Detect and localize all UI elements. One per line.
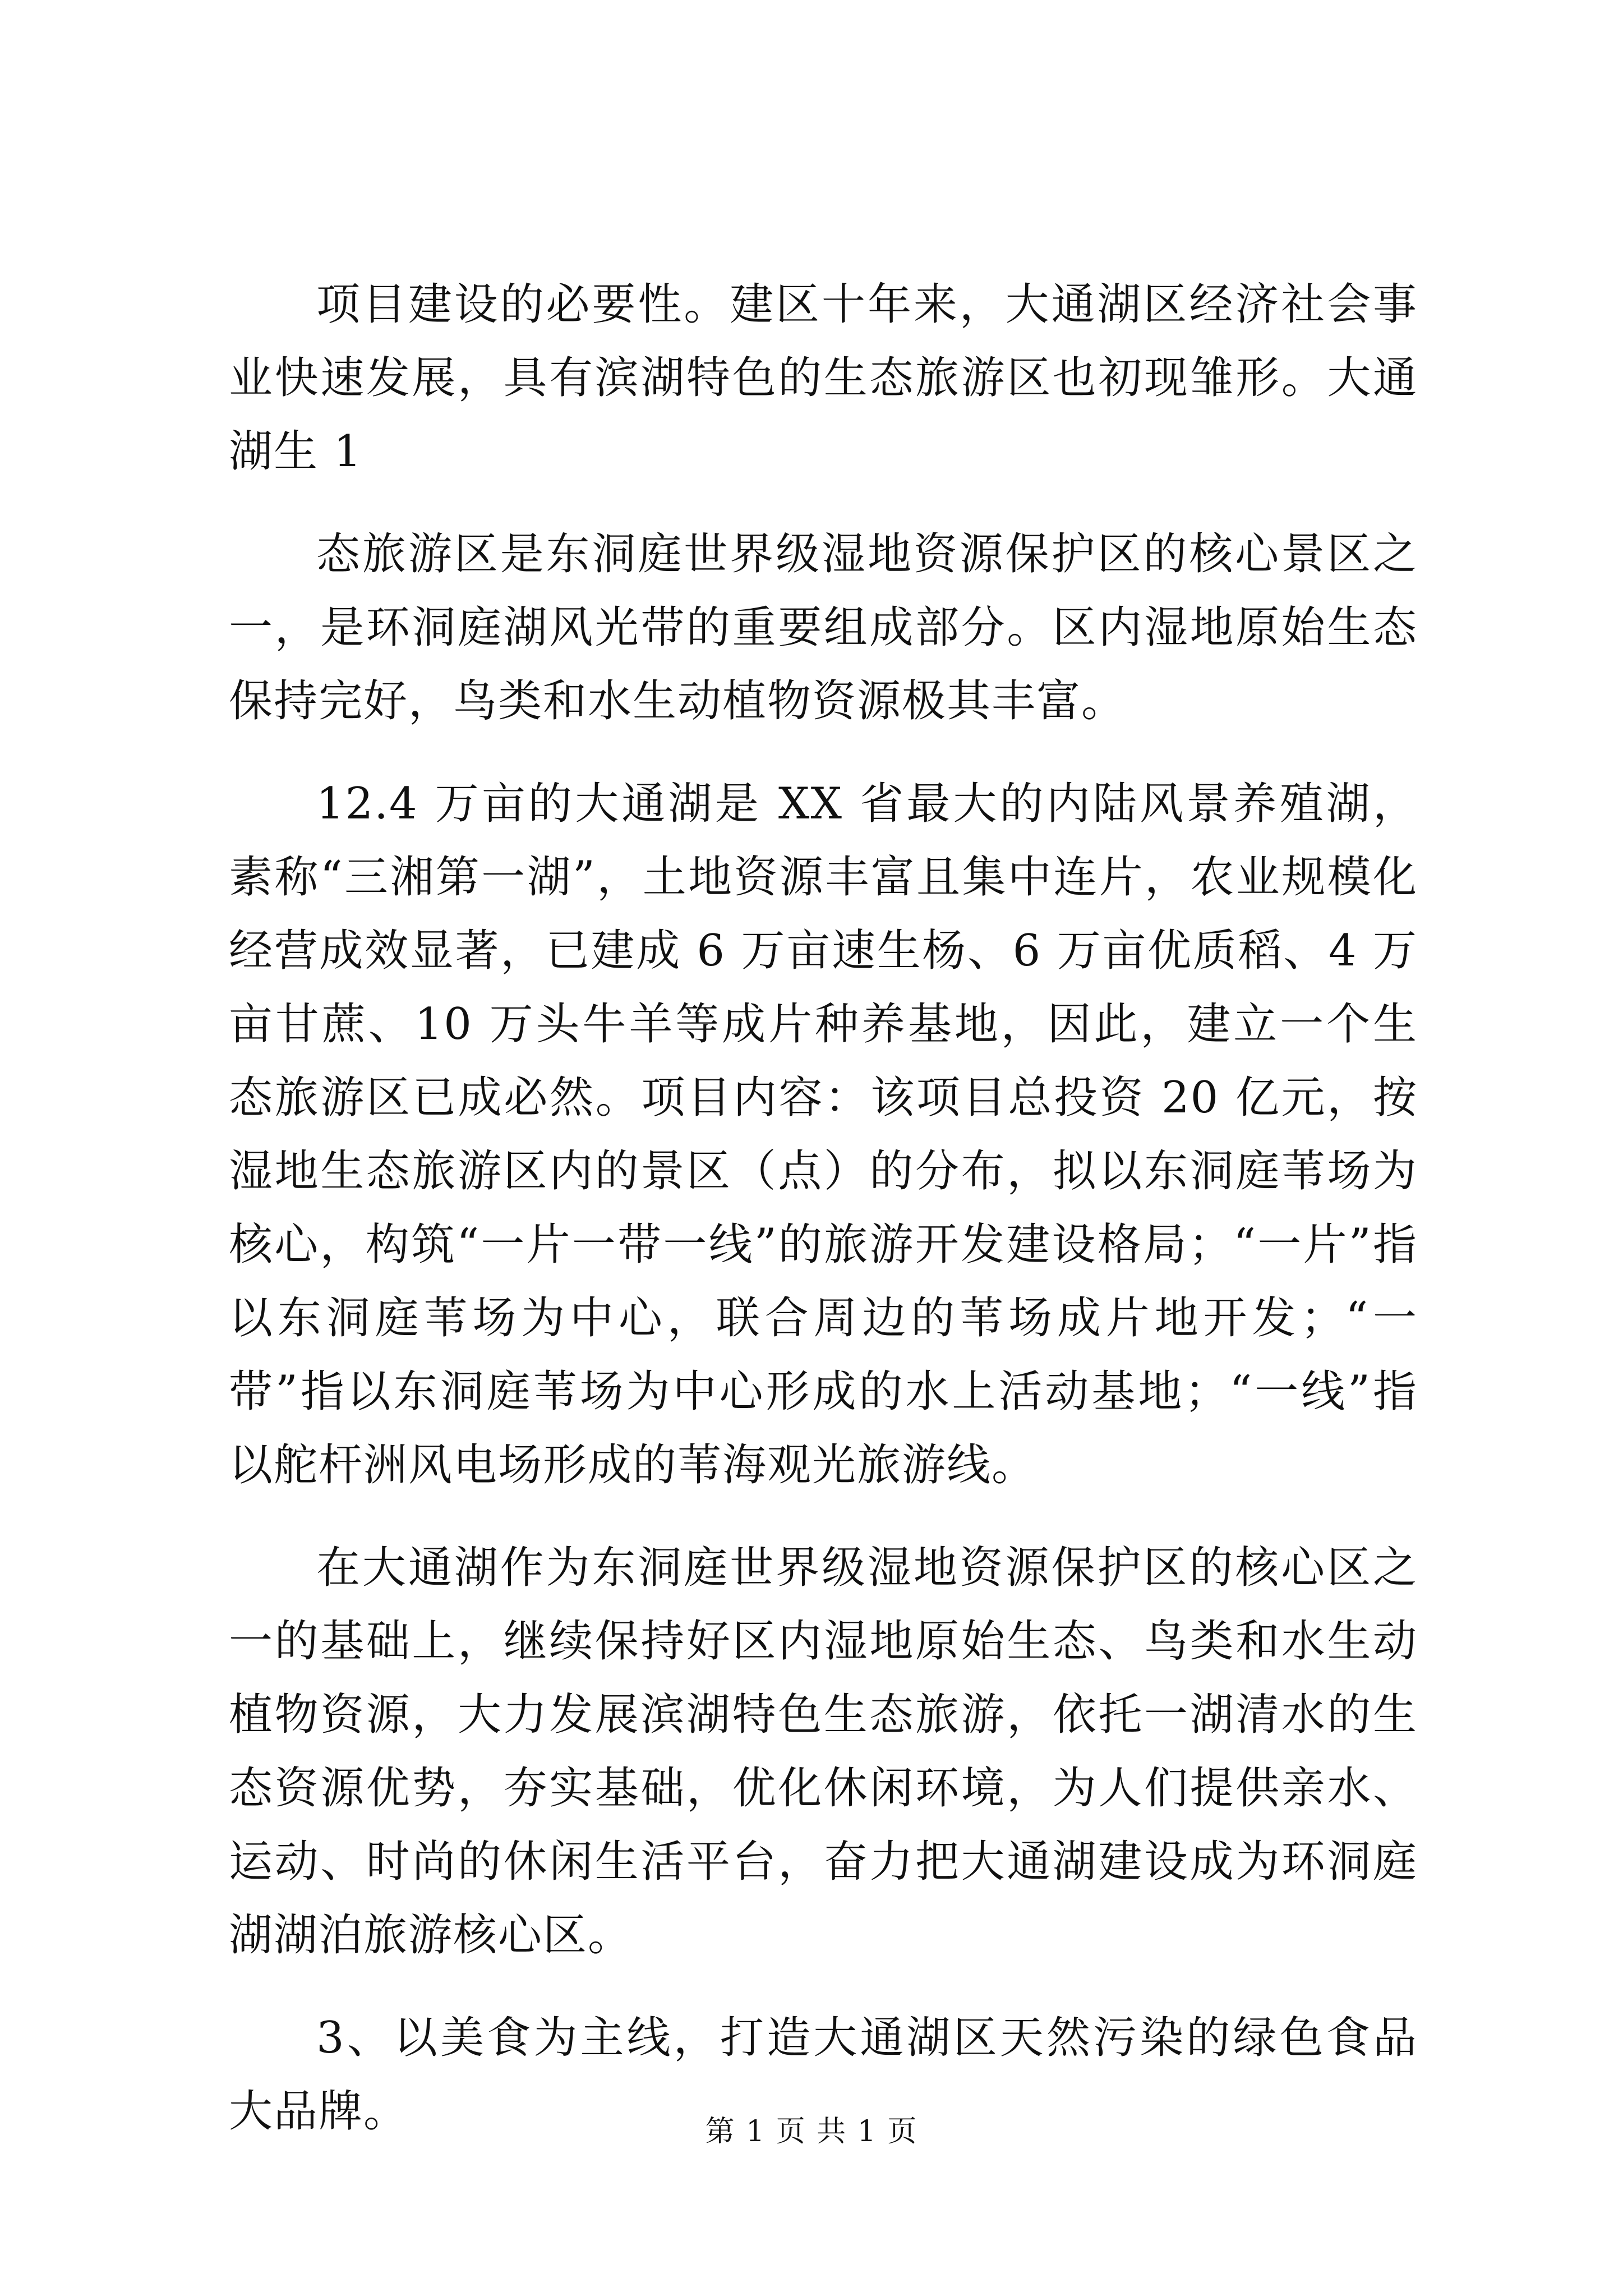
paragraph-development-goal: 在大通湖作为东洞庭世界级湿地资源保护区的核心区之一的基础上，继续保持好区内湿地原始生态、鸟类和水生动植物资源，大力发展滨湖特色生态旅游，依托一湖清水的生态资源优势，夯实基础，优化休闲环境，为人们提供亲水、运动、时尚的休闲生活平台，奋力把大通湖建设成为环洞庭湖湖泊旅游核心区。 bbox=[229, 1543, 1418, 1961]
paragraph-project-content: 12.4 万亩的大通湖是 XX 省最大的内陆风景养殖湖，素称“三湘第一湖”，土地资源丰富且集中连片，农业规模化经营成效显著，已建成 6 万亩速生杨、6 万亩优质稻、4 万亩甘蔗、10 万头牛羊等成片种养基地，因此，建立一个生态旅游区已成必然。项目内容：该项目总投资 20 亿元，按湿地生态旅游区内的景区（点）的分布，拟以东洞庭苇场为核心，构筑“一片一带一线”的旅游开发建设格局；“一片”指以东洞庭苇场为中心，联合周边的苇场成片地开发；“一带”指以东洞庭苇场为中心形成的水上活动基地；“一线”指以舵杆洲风电场形成的苇海观光旅游线。 bbox=[229, 779, 1418, 1490]
paragraph-necessity: 项目建设的必要性。建区十年来，大通湖区经济社会事业快速发展，具有滨湖特色的生态旅游区也初现雏形。大通湖生 1 bbox=[229, 279, 1418, 477]
document-body bbox=[229, 268, 1418, 2178]
paragraph-wetland-overview: 态旅游区是东洞庭世界级湿地资源保护区的核心景区之一，是环洞庭湖风光带的重要组成部分。区内湿地原始生态保持完好，鸟类和水生动植物资源极其丰富。 bbox=[229, 529, 1418, 726]
page-number-footer: 第 1 页 共 1 页 bbox=[705, 2115, 918, 2148]
paragraph-food-brand: 3、以美食为主线，打造大通湖区天然污染的绿色食品大品牌。 bbox=[229, 2013, 1418, 2137]
